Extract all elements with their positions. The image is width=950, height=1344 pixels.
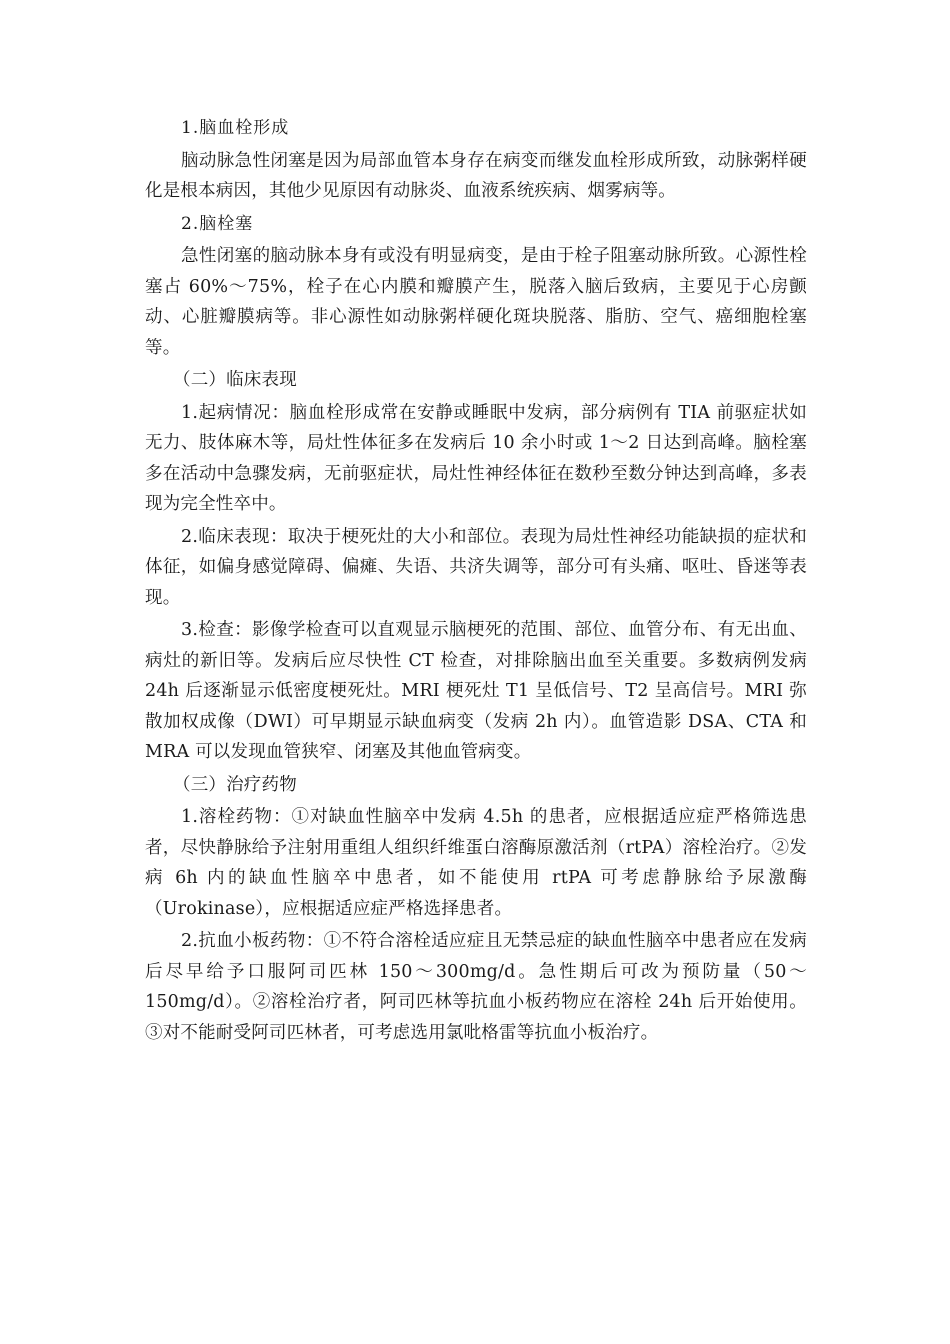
section-heading-thrombosis: 1.脑血栓形成 bbox=[181, 118, 290, 138]
paragraph-embolism: 急性闭塞的脑动脉本身有或没有明显病变，是由于栓子阻塞动脉所致。心源性栓塞占 60%～75%，栓子在心内膜和瓣膜产生，脱落入脑后致病，主要见于心房颤动、心脏瓣膜病等。非心源性如动脉粥样硬化斑块脱落、脂肪、空气、癌细胞栓塞等。 bbox=[145, 246, 807, 358]
paragraph-manifestation: 2.临床表现：取决于梗死灶的大小和部位。表现为局灶性神经功能缺损的症状和体征，如偏身感觉障碍、偏瘫、失语、共济失调等，部分可有头痛、呕吐、昏迷等表现。 bbox=[145, 526, 807, 608]
section-heading-treatment: （三）治疗药物 bbox=[173, 774, 297, 795]
section-heading-clinical: （二）临床表现 bbox=[173, 370, 297, 390]
paragraph-thrombosis: 脑动脉急性闭塞是因为局部血管本身存在病变而继发血栓形成所致，动脉粥样硬化是根本病因，其他少见原因有动脉炎、血液系统疾病、烟雾病等。 bbox=[145, 150, 807, 201]
paragraph-onset: 1.起病情况：脑血栓形成常在安静或睡眠中发病，部分病例有 TIA 前驱症状如无力、肢体麻木等，局灶性体征多在发病后 10 余小时或 1～2 日达到高峰。脑栓塞多在活动中急骤发病，无前驱症状，局灶性神经体征在数秒至数分钟达到高峰，多表现为完全性卒中。 bbox=[145, 402, 807, 514]
section-heading-embolism: 2.脑栓塞 bbox=[181, 213, 254, 234]
paragraph-antiplatelet: 2.抗血小板药物：①不符合溶栓适应症且无禁忌症的缺血性脑卒中患者应在发病后尽早给予口服阿司匹林 150～300mg/d。急性期后可改为预防量（50～150mg/d）。②溶栓治疗者，阿司匹林等抗血小板药物应在溶栓 24h 后开始使用。③对不能耐受阿司匹林者，可考虑选用氯吡格雷等抗血小板治疗。 bbox=[145, 931, 807, 1043]
paragraph-examination: 3.检查：影像学检查可以直观显示脑梗死的范围、部位、血管分布、有无出血、病灶的新旧等。发病后应尽快性 CT 检查，对排除脑出血至关重要。多数病例发病 24h 后逐渐显示低密度梗死灶。MRI 梗死灶 T1 呈低信号、T2 呈高信号。MRI 弥散加权成像（DWI）可早期显示缺血病变（发病 2h 内）。血管造影 DSA、CTA 和 MRA 可以发现血管狭窄、闭塞及其他血管病变。 bbox=[145, 620, 807, 762]
paragraph-thrombolytics: 1.溶栓药物：①对缺血性脑卒中发病 4.5h 的患者，应根据适应症严格筛选患者，尽快静脉给予注射用重组人组织纤维蛋白溶酶原激活剂（rtPA）溶栓治疗。②发病 6h 内的缺血性脑卒中患者，如不能使用 rtPA 可考虑静脉给予尿激酶（Urokinase），应根据适应症严格选择患者。 bbox=[145, 807, 807, 919]
document-page bbox=[145, 113, 807, 1050]
